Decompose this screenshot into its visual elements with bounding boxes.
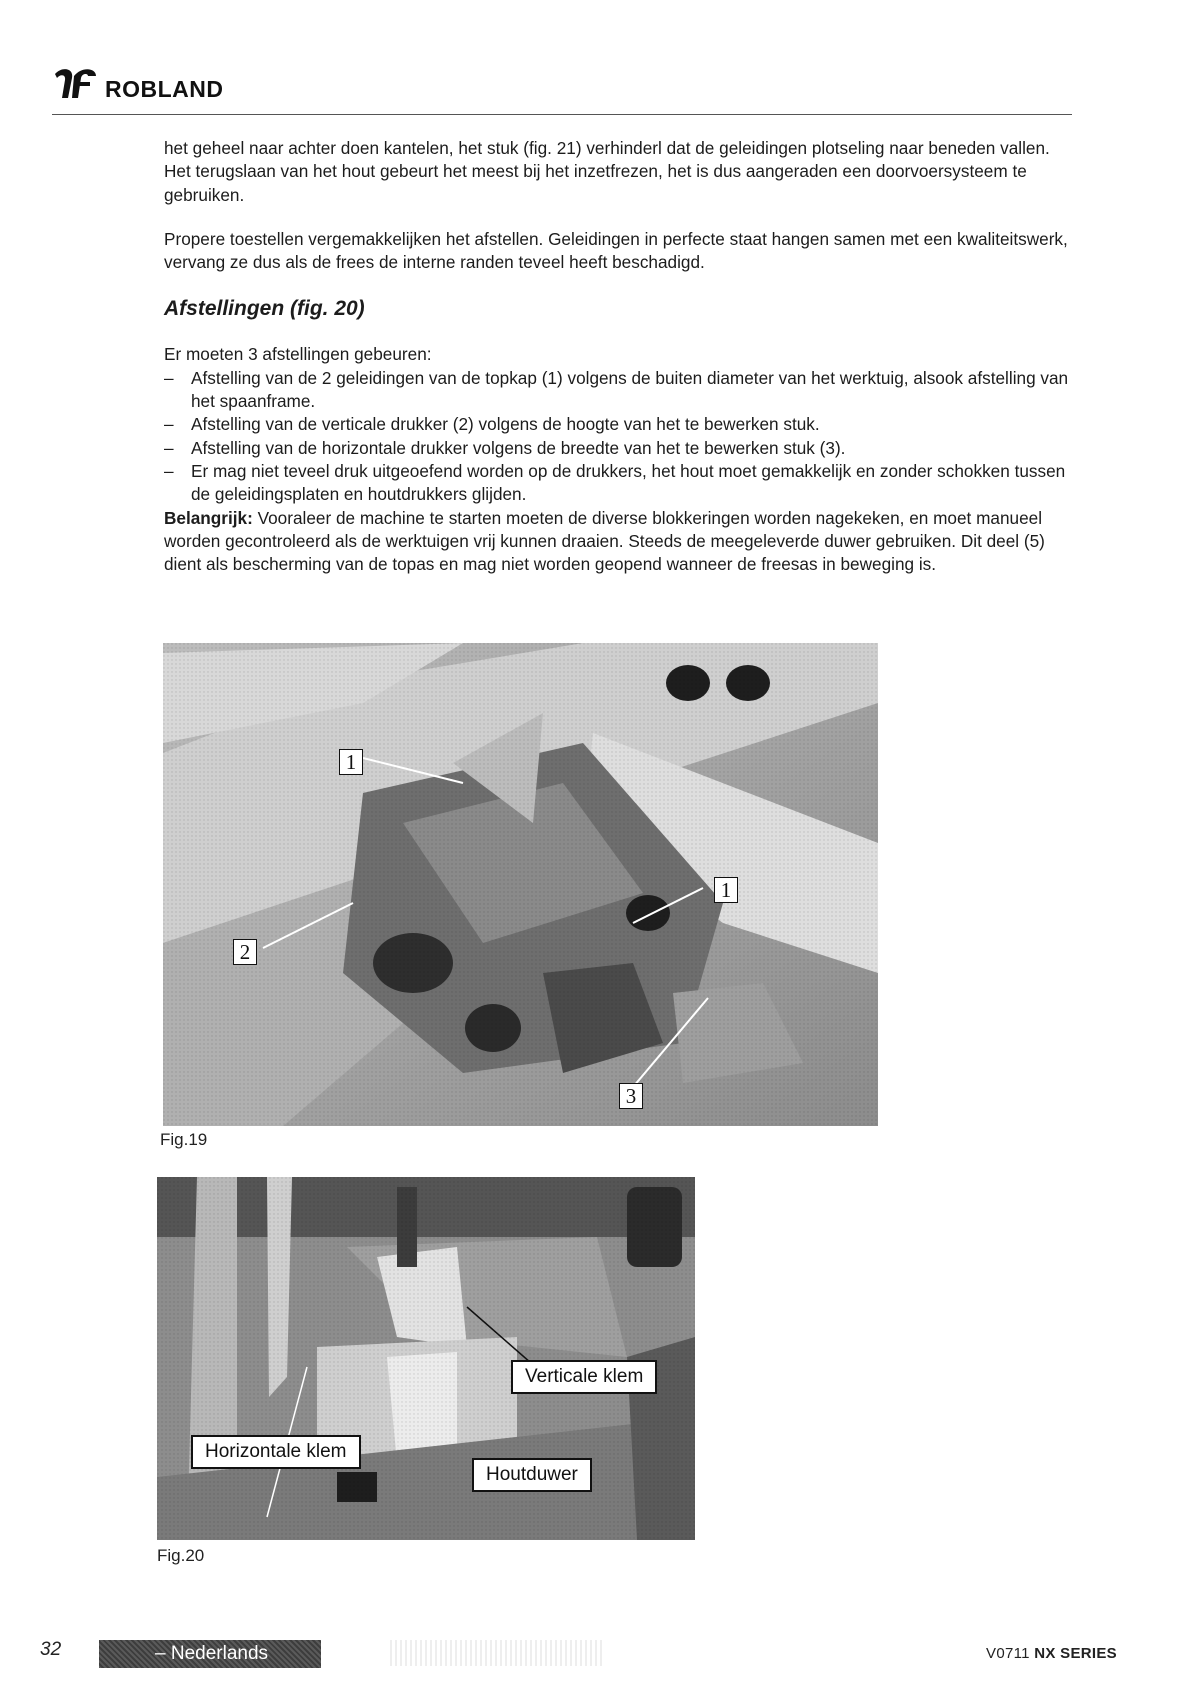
brand-name: ROBLAND [105,76,224,102]
page-number: 32 [40,1639,62,1660]
callout-1-right: 1 [714,877,738,903]
brand-logo [52,62,224,102]
callout-2: 2 [233,939,257,965]
figure-20-caption: Fig.20 [157,1546,205,1565]
important-text: Vooraleer de machine te starten moeten de diverse blokkeringen worden nagekeken, en moet manueel worden gecontroleerd als de werktuigen vrij kunnen draaien. Steeds de meegeleverde duwer gebruiken. Dit deel (5) dient als bescherming van de topas en mag niet worden geopend wanneer de freesas in beweging is. [164,507,1045,575]
clamps-photo [157,1177,695,1540]
intro-text: Er moeten 3 afstellingen gebeuren: [164,344,432,365]
figure-19-caption: Fig.19 [160,1130,208,1149]
scan-artifact [390,1640,605,1666]
section-heading: Afstellingen (fig. 20) [164,297,365,321]
adjustment-list [164,367,1069,507]
paragraph-2: Propere toestellen vergemakkelijken het afstellen. Geleidingen in perfecte staat hangen samen met een kwaliteitswerk, vervang ze dus als de frees de interne randen teveel heeft beschadigd. [164,228,1068,273]
figure-19-photo [163,643,878,1126]
list-item: – Er mag niet teveel druk uitgeoefend worden op de drukkers, het hout moet gemakkelijk en zonder schokken tussen de geleidingsplaten en houtdrukkers glijden. [164,460,1069,507]
important-note [164,507,1069,577]
label-vertical-clamp: Verticale klem [511,1360,657,1394]
paragraph-1: het geheel naar achter doen kantelen, het stuk (fig. 21) verhinderl dat de geleidingen plotseling naar beneden vallen. Het terugslaan van het hout gebeurt het meest bij het inzetfrezen, het is dus aangeraden een doorvoersysteem te gebruiken. [164,138,1050,205]
callout-3: 3 [619,1083,643,1109]
series-name: NX SERIES [1034,1645,1117,1662]
robland-logo-icon [52,64,102,102]
list-item: – Afstelling van de horizontale drukker volgens de breedte van het te bewerken stuk (3). [164,437,1069,460]
main-content [164,137,1069,576]
figure-20-photo [157,1177,695,1540]
list-item: – Afstelling van de 2 geleidingen van de topkap (1) volgens de buiten diameter van het werktuig, alsook afstelling van het spaanframe. [164,367,1069,414]
language-label: – Nederlands [155,1643,269,1664]
callout-1-top: 1 [339,749,363,775]
header-divider [52,114,1072,115]
version-series [986,1645,1117,1662]
language-bar [99,1640,321,1668]
list-item: – Afstelling van de verticale drukker (2) volgens de hoogte van het te bewerken stuk. [164,413,1069,436]
spindle-moulder-photo [163,643,878,1126]
label-pusher: Houtduwer [472,1458,592,1492]
important-label: Belangrijk: [164,507,253,528]
version-code: V0711 [986,1645,1030,1662]
label-horizontal-clamp: Horizontale klem [191,1435,361,1469]
